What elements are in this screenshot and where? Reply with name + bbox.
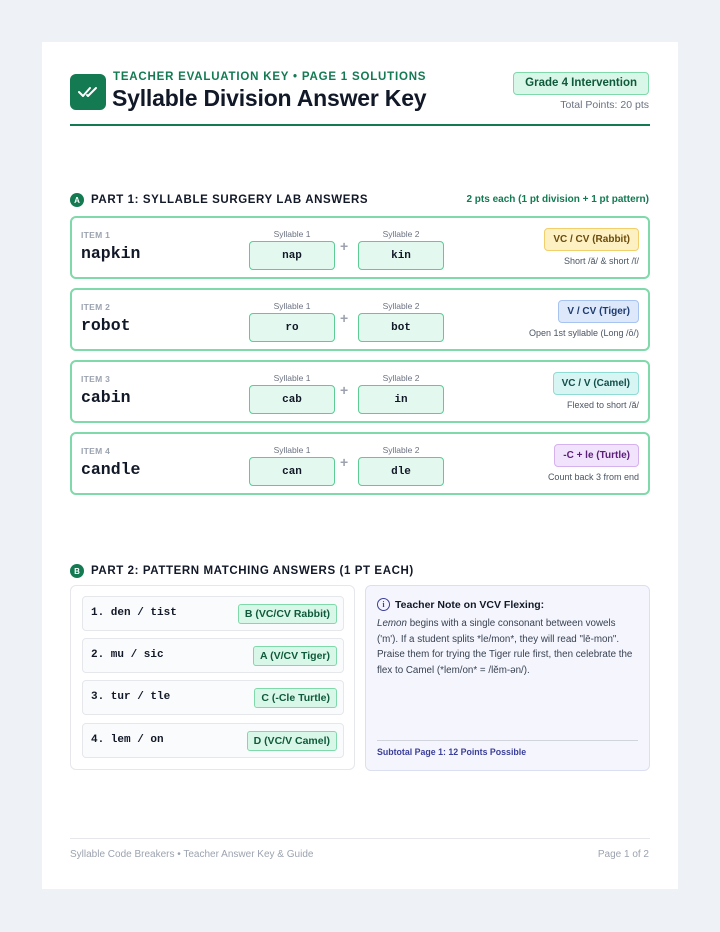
teacher-note-panel: [365, 585, 650, 771]
item-card-3: [70, 360, 650, 423]
syllable1-label: Syllable 1: [273, 301, 311, 311]
pattern-tag: VC / CV (Rabbit): [544, 228, 639, 251]
item-card-4: [70, 432, 650, 495]
part2-header: [70, 564, 414, 578]
match-question: 3. tur / tle: [91, 691, 171, 703]
match-row: [82, 638, 344, 673]
matching-answers-panel: [70, 585, 355, 770]
pattern-tag: VC / V (Camel): [553, 372, 639, 395]
pattern-description: Count back 3 from end: [547, 472, 639, 482]
pattern-tag: -C + le (Turtle): [554, 444, 639, 467]
item-number: ITEM 1: [81, 230, 111, 240]
syllable1-box: cab: [249, 385, 335, 414]
match-row: [82, 723, 344, 758]
part1-title: PART 1: SYLLABLE SURGERY LAB ANSWERS: [91, 194, 369, 206]
plus-sign: +: [340, 454, 349, 470]
match-question: 4. lem / on: [91, 734, 164, 746]
syllable1-label: Syllable 1: [273, 445, 311, 455]
teacher-note-text: begins with a single consonant between vowels ('m'). If a student splits *le/mon*, they will read "lē-mon". Praise them for trying the Tiger rule first, then celebrate the flex to Camel (*lem/on* = /lĕm-ən/).: [377, 618, 633, 676]
pattern-tag: V / CV (Tiger): [558, 300, 639, 323]
page-number: Page 1 of 2: [597, 849, 649, 860]
item-number: ITEM 4: [81, 446, 111, 456]
match-question: 2. mu / sic: [91, 649, 164, 661]
total-points: Total Points: 20 pts: [560, 99, 649, 111]
match-answer-badge: C (-Cle Turtle): [254, 688, 337, 708]
grade-badge: Grade 4 Intervention: [513, 72, 649, 95]
double-check-icon: [70, 74, 106, 110]
syllable1-label: Syllable 1: [273, 373, 311, 383]
item-word: cabin: [81, 388, 131, 407]
syllable2-box: bot: [358, 313, 444, 342]
part1-header: [70, 193, 368, 207]
part1-points-note: 2 pts each (1 pt division + 1 pt pattern): [466, 194, 649, 205]
teacher-note-header: [377, 598, 544, 611]
syllable1-box: ro: [249, 313, 335, 342]
part1-marker: A: [70, 193, 84, 207]
plus-sign: +: [340, 238, 349, 254]
item-word: napkin: [81, 244, 141, 263]
part2-marker: B: [70, 564, 84, 578]
item-number: ITEM 2: [81, 302, 111, 312]
syllable1-box: can: [249, 457, 335, 486]
syllable2-label: Syllable 2: [382, 301, 420, 311]
page-title: Syllable Division Answer Key: [112, 85, 427, 111]
header-divider: [70, 124, 650, 126]
plus-sign: +: [340, 310, 349, 326]
syllable2-box: dle: [358, 457, 444, 486]
syllable1-box: nap: [249, 241, 335, 270]
footer-title: Syllable Code Breakers • Teacher Answer Key & Guide: [70, 849, 314, 860]
footer-divider: [70, 838, 650, 839]
pattern-description: Open 1st syllable (Long /ō/): [528, 328, 639, 338]
note-divider: [377, 740, 638, 741]
match-row: [82, 596, 344, 631]
pattern-description: Short /ă/ & short /ĭ/: [563, 256, 639, 266]
teacher-note-body: [377, 616, 639, 678]
syllable1-label: Syllable 1: [273, 229, 311, 239]
subtotal-text: Subtotal Page 1: 12 Points Possible: [377, 747, 527, 757]
syllable2-label: Syllable 2: [382, 445, 420, 455]
item-card-1: [70, 216, 650, 279]
syllable2-label: Syllable 2: [382, 373, 420, 383]
syllable2-box: in: [358, 385, 444, 414]
match-answer-badge: B (VC/CV Rabbit): [238, 604, 337, 624]
syllable2-label: Syllable 2: [382, 229, 420, 239]
item-word: candle: [81, 460, 141, 479]
match-row: [82, 680, 344, 715]
answer-key-page: [42, 42, 678, 889]
item-number: ITEM 3: [81, 374, 111, 384]
match-answer-badge: D (VC/V Camel): [247, 731, 337, 751]
plus-sign: +: [340, 382, 349, 398]
part2-title: PART 2: PATTERN MATCHING ANSWERS (1 PT EACH): [91, 565, 414, 577]
pattern-description: Flexed to short /ă/: [566, 400, 639, 410]
info-icon: i: [377, 598, 390, 611]
teacher-note-lead-word: Lemon: [377, 618, 407, 629]
match-answer-badge: A (V/CV Tiger): [253, 646, 337, 666]
match-question: 1. den / tist: [91, 607, 177, 619]
item-word: robot: [81, 316, 131, 335]
syllable2-box: kin: [358, 241, 444, 270]
item-card-2: [70, 288, 650, 351]
teacher-note-title: Teacher Note on VCV Flexing:: [395, 598, 545, 611]
page-kicker: TEACHER EVALUATION KEY • PAGE 1 SOLUTIONS: [113, 71, 427, 83]
